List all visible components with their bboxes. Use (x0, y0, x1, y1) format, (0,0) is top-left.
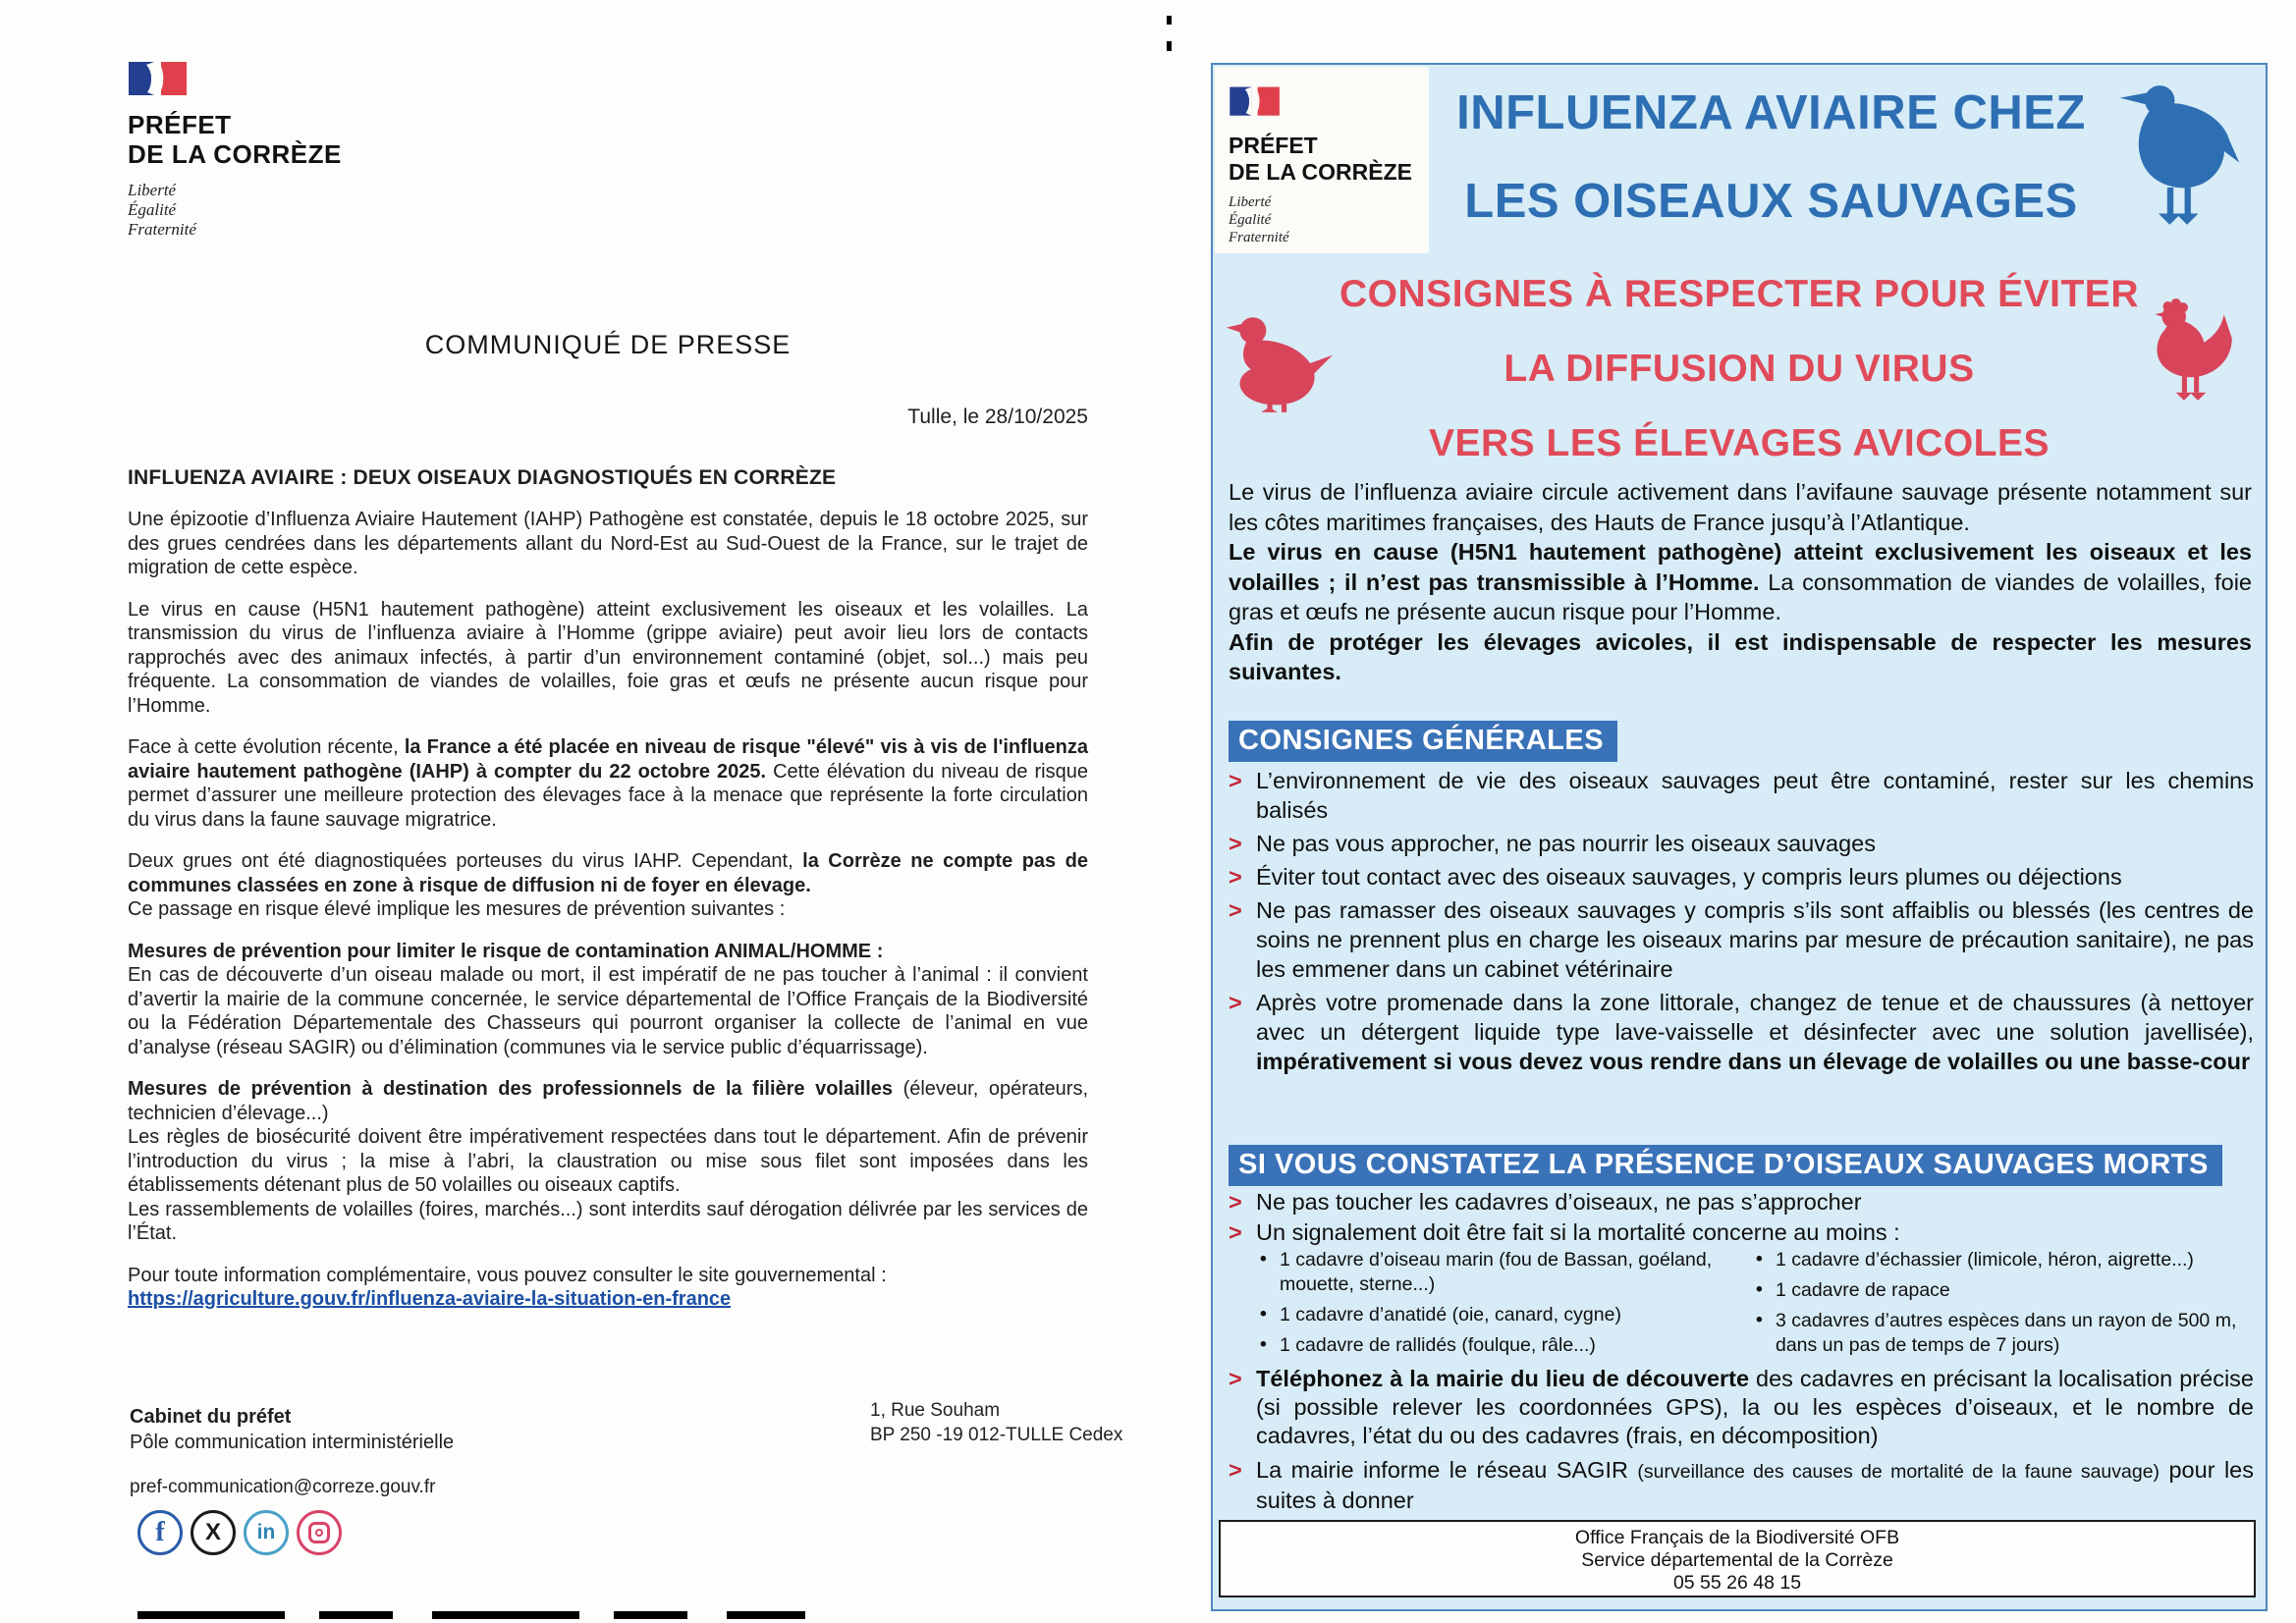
text-run: Après votre promenade dans la zone littorale, changez de tenue et de chaussures (à nettoyer avec un détergent liquide type lave-vaisselle et désinfecter avec une solution javellisée), (1256, 990, 2254, 1045)
text-run-bold: la France a été placée en niveau de risque "élevé" vis à vis de l'influenza aviaire hautement pathogène (IAHP) à compter du 22 octobre 2025. (128, 736, 1088, 783)
ofb-phone: 05 55 26 48 15 (1672, 1572, 1802, 1594)
text-run: 1 cadavre de rallidés (foulque, râle...) (1280, 1334, 1596, 1356)
list-item (1229, 862, 2254, 892)
text-run: pour les suites à donner (1256, 1457, 2254, 1513)
ofb-contact-box (1219, 1520, 2256, 1597)
report-instructions (1229, 1365, 2254, 1454)
duck-icon (1225, 312, 1340, 414)
bullet-dot-icon: • (1755, 1309, 1763, 1330)
avian-flu-poster (1211, 63, 2268, 1611)
general-instructions-list (1229, 766, 2254, 1080)
bullet-arrow-icon: > (1229, 990, 1242, 1015)
list-item (1258, 1303, 1715, 1327)
list-item (1229, 829, 2254, 858)
scan-speck (1167, 16, 1172, 55)
list-item (1754, 1309, 2250, 1358)
poster-subtitle: CONSIGNES À RESPECTER POUR ÉVITER LA DIFFUSION DU VIRUS VERS LES ÉLEVAGES AVICOLES (1339, 273, 2139, 464)
text-run: Un signalement doit être fait si la mortalité concerne au moins : (1256, 1219, 1900, 1245)
linkedin-glyph: in (256, 1521, 276, 1543)
facebook-icon[interactable] (137, 1510, 183, 1555)
text-run: Éviter tout contact avec des oiseaux sauvages, y compris leurs plumes ou déjections (1256, 864, 2122, 890)
text-run: Face à cette évolution récente, (128, 736, 405, 758)
text-run: Cette élévation du niveau de risque permet d’assurer une meilleure protection des élevages face à la menace que représente la forte circulation du virus dans la faune sauvage migratrice. (128, 760, 1088, 831)
bullet-arrow-icon: > (1229, 1189, 1242, 1215)
bullet-arrow-icon: > (1229, 831, 1242, 856)
text-run: La mairie informe le réseau SAGIR (1256, 1457, 1638, 1483)
section-general-header: CONSIGNES GÉNÉRALES (1229, 721, 1617, 762)
bullet-arrow-icon: > (1229, 864, 1242, 890)
text-run-small: (surveillance des causes de mortalité de la faune sauvage) (1637, 1461, 2160, 1483)
text-run: des cadavres en précisant la localisation précise (si possible relever les coordonnées GPS), la ou les espèces d’oiseaux, et le nombre de cadavres, l’état du ou des cadavres (frais, en décomposition) (1256, 1366, 2254, 1448)
thresholds-left-column (1258, 1248, 1715, 1364)
french-flag-icon (128, 59, 189, 100)
intro-line (1229, 627, 2252, 687)
dead-birds-list (1229, 1188, 2254, 1249)
poster-intro (1229, 477, 2252, 687)
scan-artifact (137, 1611, 805, 1619)
document-type-title: COMMUNIQUÉ DE PRESSE (424, 330, 792, 359)
text-run: 1 cadavre d’anatidé (oie, canard, cygne) (1280, 1304, 1621, 1325)
thresholds-right-column (1754, 1248, 2250, 1364)
text-run: Ne pas ramasser des oiseaux sauvages y compris s’ils sont affaiblis ou blessés (les centres de soins ne prennent plus en charge les oiseaux marins par mesure de précaution sanitaire), ne pas les emmener dans un cabinet vétérinaire (1256, 897, 2254, 982)
text-run: L’environnement de vie des oiseaux sauvages peut être contaminé, rester sur les chemins balisés (1256, 768, 2254, 823)
prefet-logo-poster (1229, 84, 1412, 246)
text-run-bold: Téléphonez à la mairie du lieu de découverte (1256, 1366, 1750, 1391)
text-run-bold: Afin de protéger les élevages avicoles, il est indispensable de respecter les mesures suivantes. (1229, 628, 2252, 684)
bullet-arrow-icon: > (1229, 768, 1242, 793)
x-glyph: X (204, 1519, 221, 1545)
section-heading: Mesures de prévention pour limiter le risque de contamination ANIMAL/HOMME : (128, 940, 884, 962)
french-flag-icon (1229, 84, 1282, 120)
list-item (1229, 1218, 2254, 1247)
paragraph-information (128, 1264, 1088, 1312)
paragraph-biosecurite: Les règles de biosécurité doivent être impérativement respectées dans tout le département. Afin de prévenir l’introduction du virus ; la mise à l’abri, la claustration ou mise sous filet sont imposées dans les établissements détenant plus de 50 volailles ou oiseaux captifs. (128, 1126, 1088, 1196)
paragraph-rassemblements: Les rassemblements de volailles (foires, marchés...) sont interdits sauf dérogation délivrée par les services de l’État. (128, 1198, 1088, 1244)
postal-address: 1, Rue Souham BP 250 -19 012-TULLE Cedex (870, 1400, 1123, 1445)
bullet-arrow-icon: > (1229, 1366, 1242, 1391)
list-item (1258, 1333, 1715, 1358)
seagull-icon (2113, 81, 2246, 230)
list-item (1229, 895, 2254, 984)
text-run: La consommation de viandes de volailles, foie gras et œufs ne présente aucun risque pour l’Homme. (1229, 568, 2252, 624)
text-run: Ce passage en risque élevé implique les mesures de prévention suivantes : (128, 898, 786, 920)
section-dead-birds-header: SI VOUS CONSTATEZ LA PRÉSENCE D’OISEAUX SAUVAGES MORTS (1229, 1145, 2222, 1186)
chicken-icon (2134, 298, 2244, 408)
text-run: 1 cadavre de rapace (1775, 1279, 1950, 1301)
bullet-arrow-icon: > (1229, 1219, 1242, 1245)
paragraph-grues (128, 849, 1088, 922)
text-run-bold: la Corrèze ne compte pas de communes classées en zone à risque de diffusion ni de foyer en élevage. (128, 850, 1088, 896)
text-run-bold: Le virus en cause (H5N1 hautement pathogène) atteint exclusivement les oiseaux et les volailles ; il n’est pas transmissible à l’Homme. (1229, 539, 2252, 595)
text-run: Deux grues ont été diagnostiquées porteuses du virus IAHP. Cependant, (128, 850, 803, 872)
ofb-service: Service départemental de la Corrèze (1581, 1549, 1893, 1571)
text-run-bold: impérativement si vous devez vous rendre dans un élevage de volailles ou une basse-cour (1256, 1049, 2251, 1074)
bullet-arrow-icon: > (1229, 897, 1242, 923)
dateline: Tulle, le 28/10/2025 (907, 406, 1088, 428)
text-run: En cas de découverte d’un oiseau malade ou mort, il est impératif de ne pas toucher à l’animal : il convient d’avertir la mairie de la commune concernée, le service départemental de l’Office Français de la Biodiversité ou la Fédération Départementale des Chasseurs qui pourront organiser la collecte de l’animal en vue d’analyse (réseau SAGIR) ou d’élimination (communes via le service public d’équarrissage). (128, 964, 1088, 1058)
list-item (1229, 988, 2254, 1076)
section-heading: Mesures de prévention à destination des professionnels de la filière volailles (128, 1078, 894, 1100)
prefet-logo-name: PRÉFET DE LA CORRÈZE (1229, 133, 1412, 185)
bullet-arrow-icon: > (1229, 1457, 1242, 1483)
republic-motto: Liberté Égalité Fraternité (1229, 194, 1289, 245)
paragraph-epizootie: Une épizootie d’Influenza Aviaire Hautement (IAHP) Pathogène est constatée, depuis le 18 octobre 2025, sur des grues cendrées dans les départements allant du Nord-Est au Sud-Ouest de la France, sur le trajet de migration de cette espèce. (128, 509, 1088, 578)
text-run: 1 cadavre d’échassier (limicole, héron, aigrette...) (1775, 1249, 2194, 1271)
poster-title: INFLUENZA AVIAIRE CHEZ LES OISEAUX SAUVAGES (1456, 86, 2086, 228)
instagram-icon[interactable] (297, 1510, 342, 1555)
text-run: 3 cadavres d’autres espèces dans un rayon de 500 m, dans un pas de temps de 7 jours) (1775, 1310, 2237, 1356)
bullet-dot-icon: • (1260, 1333, 1267, 1355)
intro-line: Le virus de l’influenza aviaire circule activement dans l’avifaune sauvage présente notamment sur les côtes maritimes françaises, des Hauts de France jusqu’à l’Atlantique. (1229, 479, 2252, 535)
contact-email: pref-communication@correze.gouv.fr (130, 1477, 436, 1497)
facebook-glyph: f (155, 1517, 165, 1547)
list-item (1754, 1248, 2250, 1272)
gouv-link[interactable]: https://agriculture.gouv.fr/influenza-aviaire-la-situation-en-france (128, 1288, 732, 1310)
text-run: Pour toute information complémentaire, vous pouvez consulter le site gouvernemental : (128, 1264, 887, 1286)
republic-motto: Liberté Égalité Fraternité (128, 181, 196, 239)
bullet-dot-icon: • (1260, 1248, 1267, 1270)
press-release-headline: INFLUENZA AVIAIRE : DEUX OISEAUX DIAGNOSTIQUÉS EN CORRÈZE (128, 466, 837, 489)
list-item (1229, 1365, 2254, 1450)
signature-office: Cabinet du préfet (130, 1406, 292, 1428)
list-item (1229, 1188, 2254, 1217)
text-run: Ne pas toucher les cadavres d’oiseaux, ne pas s’approcher (1256, 1189, 1862, 1215)
x-twitter-icon[interactable] (191, 1510, 236, 1555)
bullet-dot-icon: • (1260, 1303, 1267, 1325)
ofb-name: Office Français de la Biodiversité OFB (1574, 1527, 1900, 1548)
prefet-logo-name: PRÉFET DE LA CORRÈZE (128, 110, 342, 169)
bullet-dot-icon: • (1755, 1278, 1763, 1300)
social-icons-row (137, 1510, 342, 1555)
list-item (1229, 766, 2254, 825)
paragraph-niveau-risque (128, 735, 1088, 832)
paragraph-virus: Le virus en cause (H5N1 hautement pathogène) atteint exclusivement les oiseaux et les volailles. La transmission du virus de l’influenza aviaire à l’Homme (grippe aviaire) peut avoir lieu lors de contacts rapprochés avec des animaux infectés, à partir d’un environnement contaminé (objet, sol...) mais peu fréquente. La consommation de viandes de volailles, foie gras et œufs ne présente aucun risque pour l’Homme. (128, 598, 1088, 717)
linkedin-icon[interactable] (244, 1510, 289, 1555)
text-run: 1 cadavre d’oiseau marin (fou de Bassan, goéland, mouette, sterne...) (1280, 1249, 1713, 1295)
signature-unit: Pôle communication interministérielle (130, 1432, 455, 1453)
intro-line (1229, 537, 2252, 627)
list-item (1754, 1278, 2250, 1303)
prefet-logo (128, 59, 1088, 240)
mortality-thresholds (1258, 1248, 2250, 1364)
text-run: Ne pas vous approcher, ne pas nourrir les oiseaux sauvages (1256, 831, 1876, 856)
section-mesures-professionnels (128, 1077, 1088, 1125)
list-item (1258, 1248, 1715, 1297)
text-run: (éleveur, opérateurs, technicien d’élevage...) (128, 1078, 1089, 1124)
press-release-page (128, 59, 1088, 1312)
bullet-dot-icon: • (1755, 1248, 1763, 1270)
sagir-instruction (1229, 1456, 2254, 1519)
section-mesures-animal-homme (128, 940, 1088, 1060)
list-item (1229, 1456, 2254, 1515)
instagram-glyph (308, 1522, 330, 1543)
